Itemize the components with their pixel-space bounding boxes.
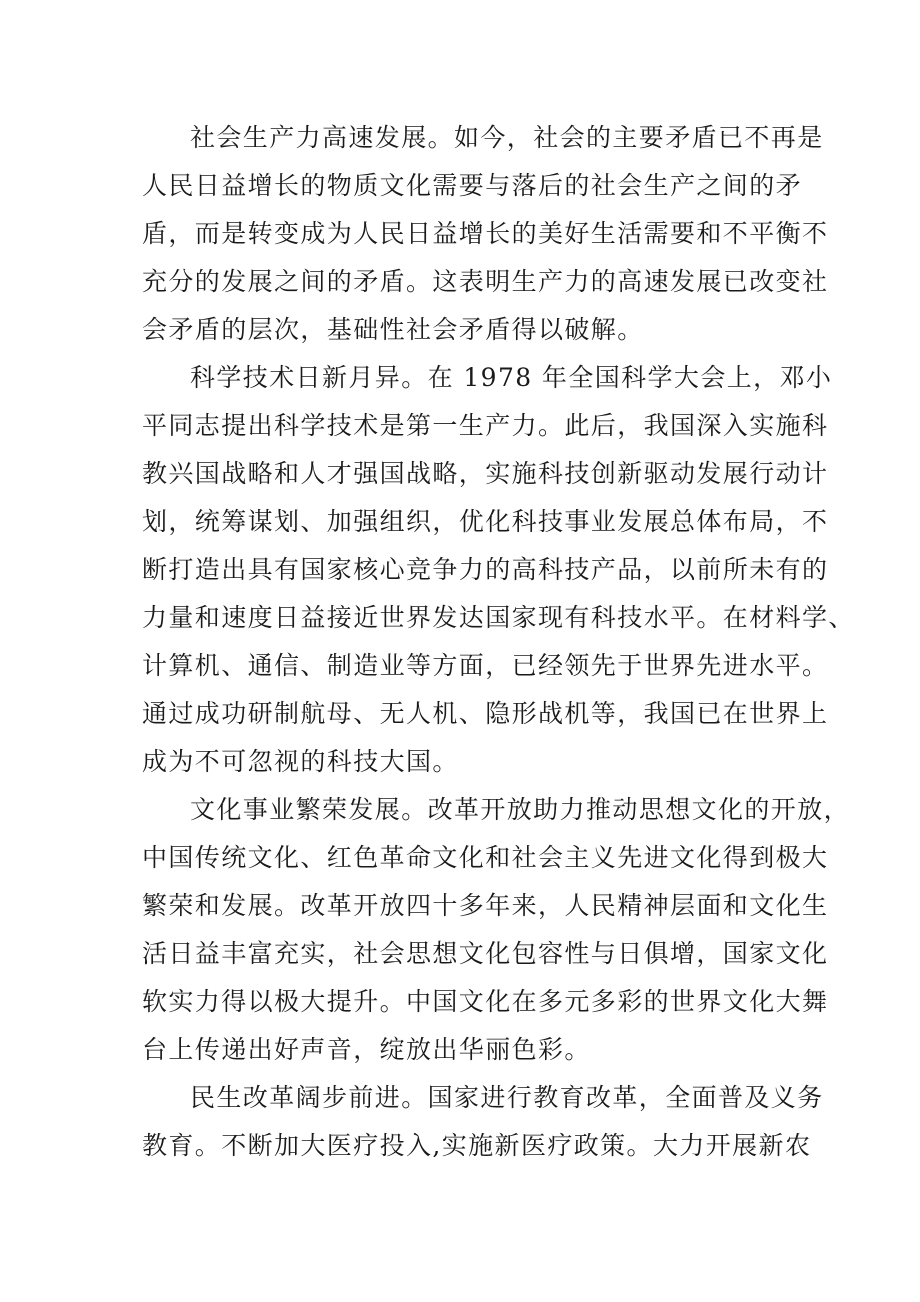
text-line: 会矛盾的层次，基础性社会矛盾得以破解。 (142, 315, 644, 344)
text-line: 盾，而是转变成为人民日益增长的美好生活需要和不平衡不 (142, 219, 829, 248)
text-line: 民生改革阔步前进。国家进行教育改革，全面普及义务 (190, 1083, 824, 1112)
text-line: 活日益丰富充实，社会思想文化包容性与日俱增，国家文化 (142, 939, 829, 968)
text-line: 教育。不断加大医疗投入,实施新医疗政策。大力开展新农 (142, 1131, 812, 1160)
text-line: 教兴国战略和人才强国战略，实施科技创新驱动发展行动计 (142, 459, 829, 488)
text-line: 文化事业繁荣发展。改革开放助力推动思想文化的开放， (190, 795, 851, 824)
text-line: 科学技术日新月异。在 1978 年全国科学大会上，邓小 (190, 363, 833, 392)
text-line: 台上传递出好声音，绽放出华丽色彩。 (142, 1035, 591, 1064)
text-line: 断打造出具有国家核心竞争力的高科技产品，以前所未有的 (142, 555, 829, 584)
text-line: 划，统筹谋划、加强组织，优化科技事业发展总体布局，不 (142, 507, 829, 536)
text-line: 力量和速度日益接近世界发达国家现有科技水平。在材料学、 (142, 603, 855, 632)
text-line: 繁荣和发展。改革开放四十多年来，人民精神层面和文化生 (142, 891, 829, 920)
text-line: 软实力得以极大提升。中国文化在多元多彩的世界文化大舞 (142, 987, 829, 1016)
text-line: 平同志提出科学技术是第一生产力。此后，我国深入实施科 (142, 411, 829, 440)
text-line: 通过成功研制航母、无人机、隐形战机等，我国已在世界上 (142, 699, 829, 728)
text-line: 社会生产力高速发展。如今，社会的主要矛盾已不再是 (190, 123, 824, 152)
text-line: 人民日益增长的物质文化需要与落后的社会生产之间的矛 (142, 171, 803, 200)
text-line: 充分的发展之间的矛盾。这表明生产力的高速发展已改变社 (142, 267, 829, 296)
text-line: 成为不可忽视的科技大国。 (142, 747, 459, 776)
text-line: 中国传统文化、红色革命文化和社会主义先进文化得到极大 (142, 843, 829, 872)
text-line: 计算机、通信、制造业等方面，已经领先于世界先进水平。 (142, 651, 829, 680)
